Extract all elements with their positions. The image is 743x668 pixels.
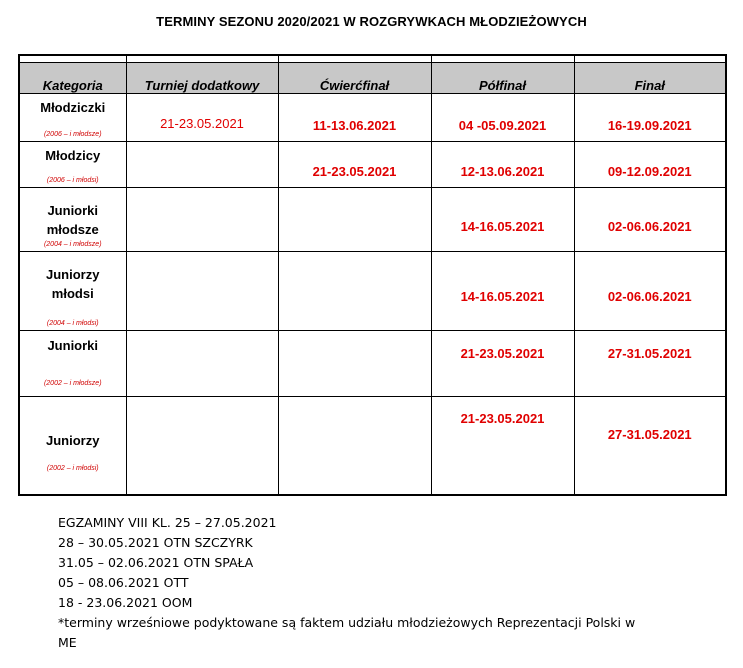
turniej-date — [126, 331, 278, 397]
polfinal-date: 21-23.05.2021 — [431, 397, 574, 495]
category-name: Juniorki — [47, 338, 99, 353]
table-top-spacer — [19, 55, 726, 63]
category-years: (2004 – i młodsze) — [43, 241, 102, 248]
turniej-date — [126, 142, 278, 188]
note-line: 05 – 08.06.2021 OTT — [58, 575, 189, 590]
category-name: Juniorzy młodsi — [46, 267, 100, 301]
polfinal-date: 21-23.05.2021 — [431, 331, 574, 397]
final-date: 09-12.09.2021 — [574, 142, 726, 188]
category-years: (2006 – i młodsi) — [46, 177, 99, 184]
table-row — [19, 188, 726, 252]
category-cell — [19, 252, 126, 331]
polfinal-date: 14-16.05.2021 — [431, 188, 574, 252]
cwiercfinal-date — [278, 397, 431, 495]
cwiercfinal-date — [278, 252, 431, 331]
header-final: Finał — [574, 63, 726, 94]
cwiercfinal-date: 11-13.06.2021 — [278, 94, 431, 142]
note-line: *terminy wrześniowe podyktowane są faktem udziału młodzieżowych Reprezentacji Polski w — [58, 615, 636, 630]
turniej-date: 21-23.05.2021 — [126, 94, 278, 142]
note-line: ME — [58, 635, 77, 650]
table-row — [19, 252, 726, 331]
cwiercfinal-date: 21-23.05.2021 — [278, 142, 431, 188]
category-years: (2002 – i młodsze) — [43, 380, 102, 387]
turniej-date — [126, 252, 278, 331]
category-years: (2002 – i młodsi) — [46, 464, 99, 472]
category-cell — [19, 94, 126, 142]
category-cell — [19, 331, 126, 397]
category-years: (2004 – i młodsi) — [46, 320, 99, 327]
header-polfinal: Półfinał — [431, 63, 574, 94]
category-name: Młodzicy — [45, 148, 101, 163]
notes-section — [58, 513, 698, 653]
table-row — [19, 397, 726, 495]
table-row — [19, 331, 726, 397]
polfinal-date: 14-16.05.2021 — [431, 252, 574, 331]
final-date: 02-06.06.2021 — [574, 188, 726, 252]
turniej-date — [126, 397, 278, 495]
turniej-date — [126, 188, 278, 252]
note-line: 28 – 30.05.2021 OTN SZCZYRK — [58, 535, 253, 550]
header-kategoria: Kategoria — [19, 63, 126, 94]
header-cwiercfinal: Ćwierćfinał — [278, 63, 431, 94]
final-date: 27-31.05.2021 — [574, 331, 726, 397]
category-cell — [19, 188, 126, 252]
category-years: (2006 – i młodsze) — [43, 131, 102, 138]
category-name: Juniorki młodsze — [46, 203, 99, 237]
table-row — [19, 94, 726, 142]
final-date: 27-31.05.2021 — [574, 397, 726, 495]
category-cell — [19, 397, 126, 495]
note-line: 31.05 – 02.06.2021 OTN SPAŁA — [58, 555, 254, 570]
polfinal-date: 12-13.06.2021 — [431, 142, 574, 188]
table-header-row — [19, 63, 726, 94]
final-date: 16-19.09.2021 — [574, 94, 726, 142]
note-line: EGZAMINY VIII KL. 25 – 27.05.2021 — [58, 515, 277, 530]
schedule-table — [18, 54, 727, 496]
page-title: TERMINY SEZONU 2020/2021 W ROZGRYWKACH MŁODZIEŻOWYCH — [156, 14, 587, 29]
note-line: 18 - 23.06.2021 OOM — [58, 595, 193, 610]
final-date: 02-06.06.2021 — [574, 252, 726, 331]
category-name: Młodziczki — [40, 100, 106, 115]
cwiercfinal-date — [278, 188, 431, 252]
polfinal-date: 04 -05.09.2021 — [431, 94, 574, 142]
category-name: Juniorzy — [46, 433, 100, 448]
cwiercfinal-date — [278, 331, 431, 397]
table-row — [19, 142, 726, 188]
category-cell — [19, 142, 126, 188]
header-turniej-dodatkowy: Turniej dodatkowy — [126, 63, 278, 94]
